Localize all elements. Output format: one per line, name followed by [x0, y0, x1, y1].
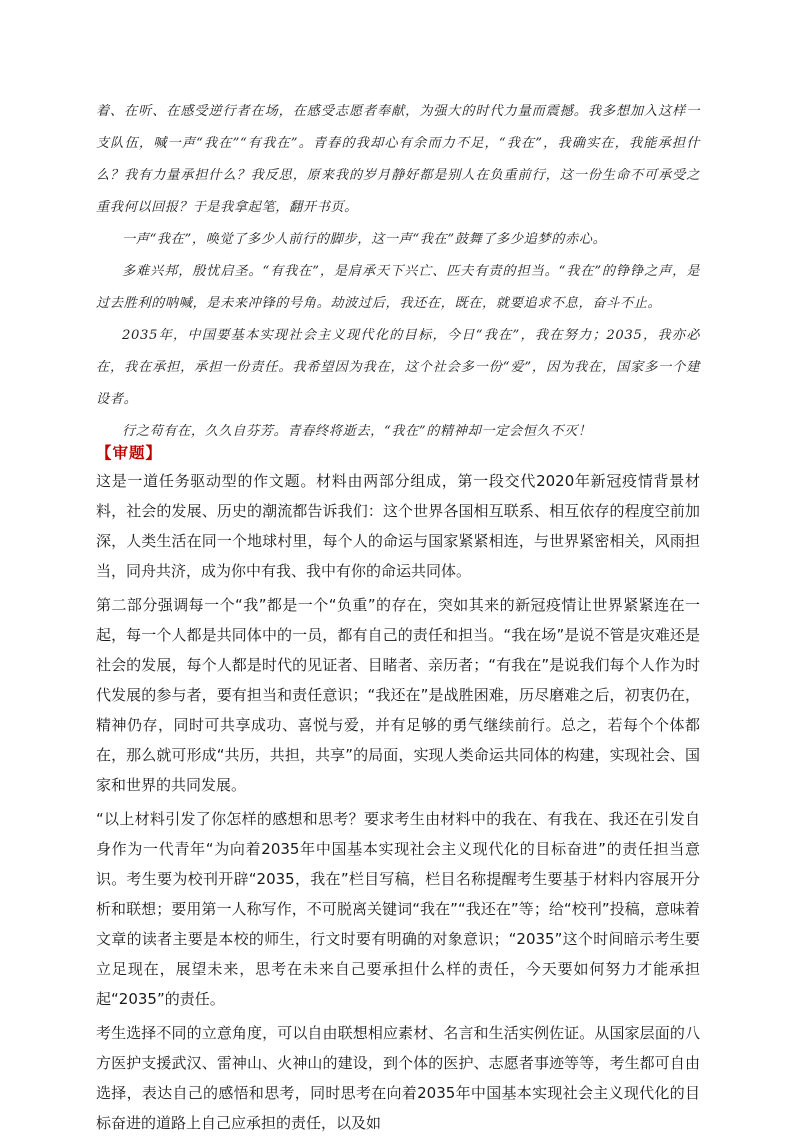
- essay-excerpt: [96, 96, 700, 448]
- analysis-section: [96, 440, 700, 1142]
- section-title: 【审题】: [96, 444, 163, 462]
- analysis-paragraph: “以上材料引发了你怎样的感想和思考？要求考生由材料中的我在、有我在、我还在引发自身作为一代青年“为向着2035年中国基本实现社会主义现代化的目标奋进”的责任担当意识。考生要为校刊开辟“2035，我在”栏目写稿，栏目名称提醒考生要基于材料内容展开分析和联想；要用第一人称写作，不可脱离关键词“我在”“我还在”等；给“校刊”投稿，意味着文章的读者主要是本校的师生，行文时要有明确的对象意识；“2035”这个时间暗示考生要立足现在，展望未来，思考在未来自己要承担什么样的责任，今天要如何努力才能承担起“2035”的责任。: [96, 810, 700, 1008]
- essay-paragraph: 2035年，中国要基本实现社会主义现代化的目标，今日“我在”，我在努力；2035，我亦必在，我在承担，承担一份责任。我希望因为我在，这个社会多一份“爱”，因为我在，国家多一个建设者。: [96, 328, 700, 407]
- analysis-paragraph: 这是一道任务驱动型的作文题。材料由两部分组成，第一段交代2020年新冠疫情背景材料，社会的发展、历史的潮流都告诉我们：这个世界各国相互联系、相互依存的程度空前加深，人类生活在同一个地球村里，每个人的命运与国家紧紧相连，与世界紧密相关，风雨担当，同舟共济，成为你中有我、我中有你的命运共同体。: [96, 472, 700, 580]
- essay-paragraph: 行之苟有在，久久自芬芳。青春终将逝去，“我在”的精神却一定会恒久不灭！: [122, 424, 592, 439]
- essay-paragraph: 着、在听、在感受逆行者在场，在感受志愿者奉献，为强大的时代力量而震撼。我多想加入这样一支队伍，喊一声“我在”“有我在”。青春的我却心有余而力不足，“我在”，我确实在，我能承担什么？我有力量承担什么？我反思，原来我的岁月静好都是别人在负重前行，这一份生命不可承受之重我何以回报？于是我拿起笔，翻开书页。: [96, 104, 700, 215]
- essay-paragraph: 多难兴邦，殷忧启圣。“有我在”，是肩承天下兴亡、匹夫有责的担当。“我在”的铮铮之声，是过去胜利的呐喊，是未来冲锋的号角。劫波过后，我还在，既在，就要追求不息，奋斗不止。: [96, 264, 700, 311]
- analysis-paragraph: 第二部分强调每一个“我”都是一个“负重”的存在，突如其来的新冠疫情让世界紧紧连在一起，每一个人都是共同体中的一员，都有自己的责任和担当。“我在场”是说不管是灾难还是社会的发展，每个人都是时代的见证者、目睹者、亲历者；“有我在”是说我们每个人作为时代发展的参与者，要有担当和责任意识；“我还在”是战胜困难，历尽磨难之后，初衷仍在，精神仍存，同时可共享成功、喜悦与爱，并有足够的勇气继续前行。总之，若每个个体都在，那么就可形成“共历，共担，共享”的局面，实现人类命运共同体的构建，实现社会、国家和世界的共同发展。: [96, 596, 700, 794]
- essay-paragraph: 一声“我在”，唤觉了多少人前行的脚步，这一声“我在”鼓舞了多少追梦的赤心。: [122, 232, 607, 247]
- analysis-paragraph: 考生选择不同的立意角度，可以自由联想相应素材、名言和生活实例佐证。从国家层面的八方医护支援武汉、雷神山、火神山的建设，到个体的医护、志愿者事迹等等，考生都可自由选择，表达自己的感悟和思考，同时思考在向着2035年中国基本实现社会主义现代化的目标奋进的道路上自己应承担的责任，以及如: [96, 1024, 700, 1132]
